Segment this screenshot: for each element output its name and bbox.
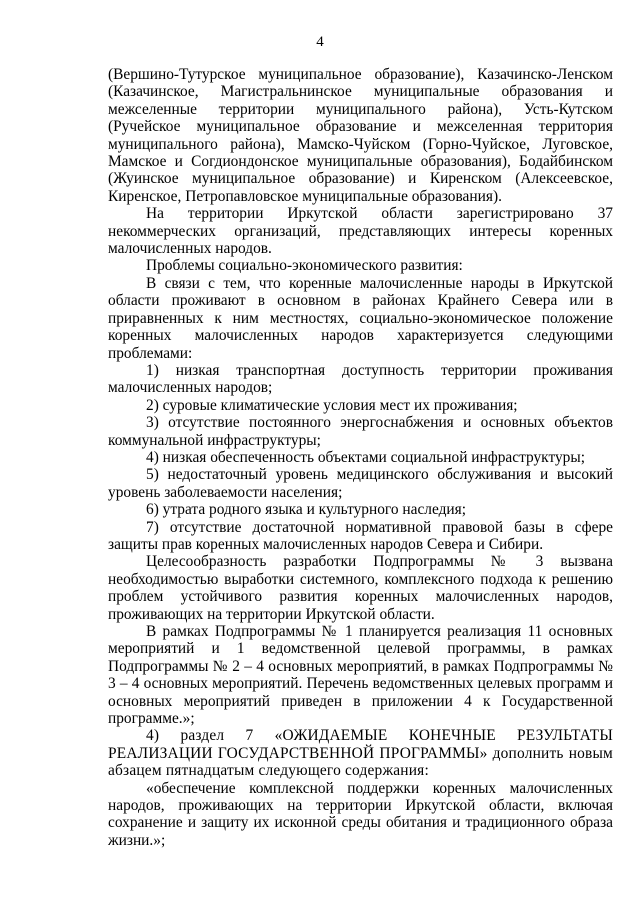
paragraph: В рамках Подпрограммы № 1 планируется реализация 11 основных мероприятий и 1 ведомственной целевой программы, в рамках Подпрограммы № 2 – 4 основных мероприятий, в рамках Подпрограммы № 3 – 4 основных мероприятий. Перечень ведомственных целевых программ и основных мероприятий приведен в приложении 4 к Государственной программе.»; bbox=[108, 623, 613, 728]
list-item: 5) недостаточный уровень медицинского обслуживания и высокий уровень заболеваемости населения; bbox=[108, 466, 613, 501]
list-item: 4) низкая обеспеченность объектами социальной инфраструктуры; bbox=[146, 448, 585, 466]
paragraph: «обеспечение комплексной поддержки коренных малочисленных народов, проживающих на территории Иркутской области, включая сохранение и защиту их исконной среды обитания и традиционного образа жизни.»; bbox=[108, 779, 613, 849]
paragraph: Проблемы социально-экономического развития: bbox=[146, 257, 463, 275]
list-item: 2) суровые климатические условия мест их проживания; bbox=[146, 396, 518, 414]
paragraph: 4) раздел 7 «ОЖИДАЕМЫЕ КОНЕЧНЫЕ РЕЗУЛЬТАТЫ РЕАЛИЗАЦИИ ГОСУДАРСТВЕННОЙ ПРОГРАММЫ» дополнить новым абзацем пятнадцатым следующего содержания: bbox=[108, 727, 613, 780]
document-body bbox=[108, 66, 613, 849]
list-item: 7) отсутствие достаточной нормативной правовой базы в сфере защиты прав коренных малочисленных народов Севера и Сибири. bbox=[108, 518, 613, 553]
page-number: 4 bbox=[316, 34, 324, 50]
list-item: 3) отсутствие постоянного энергоснабжения и основных объектов коммунальной инфраструктуры; bbox=[108, 414, 613, 449]
paragraph: На территории Иркутской области зарегистрировано 37 некоммерческих организаций, представляющих интересы коренных малочисленных народов. bbox=[108, 205, 613, 258]
list-item: 6) утрата родного языка и культурного наследия; bbox=[146, 501, 467, 519]
paragraph: (Вершино-Тутурское муниципальное образование), Казачинско-Ленском (Казачинское, Магистральнинское муниципальные образования и межселенные территории муниципального района), Усть-Кутском (Ручейское муниципальное образование и межселенная территория муниципального района), Мамско-Чуйском (Горно-Чуйское, Луговское, Мамское и Согдиондонское муниципальные образования), Бодайбинском (Жуинское муниципальное образование) и Киренском (Алексеевское, Киренское, Петропавловское муниципальные образования). bbox=[108, 66, 613, 205]
list-item: 1) низкая транспортная доступность территории проживания малочисленных народов; bbox=[108, 361, 613, 397]
paragraph: Целесообразность разработки Подпрограммы № 3 вызвана необходимостью выработки системного, комплексного подхода к решению проблем устойчивого развития коренных малочисленных народов, проживающих на территории Иркутской области. bbox=[108, 553, 613, 623]
paragraph: В связи с тем, что коренные малочисленные народы в Иркутской области проживают в основном в районах Крайнего Севера или в приравненных к ним местностях, социально-экономическое положение коренных малочисленных народов характеризуется следующими проблемами: bbox=[108, 274, 613, 362]
